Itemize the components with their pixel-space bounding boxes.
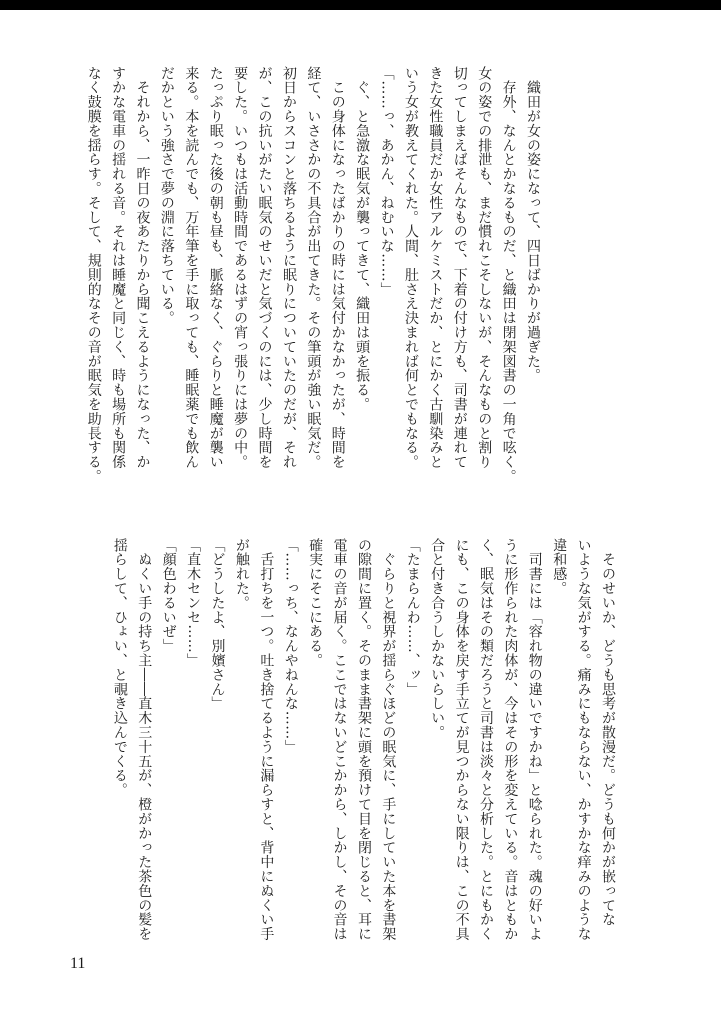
text-line: 「……っ、あかん、ねむいな……」: [378, 66, 395, 297]
upper-text-block: [75, 66, 545, 508]
text-line: 「どうしたよ、別嬪さん」: [209, 538, 226, 711]
text-line: 「……っち、なんやねんな……」: [282, 538, 299, 754]
text-line: 司書には「容れ物の違いですかね」と唸られた。魂の好いよ: [526, 538, 543, 942]
text-line: が、この抗いがたい眠気のせいだと気づくのには、少し時間を: [256, 66, 273, 470]
text-line: いような気がする。痛みにもならない、かすかな痒みのような: [575, 538, 592, 942]
text-line: 織田が女の姿になって、四日ばかりが過ぎた。: [525, 66, 541, 383]
text-line: 合と付き合うしかないらしい。: [429, 538, 446, 740]
text-line: 切ってしまえばそんなもので、下着の付け方も、司書が連れて: [451, 66, 468, 470]
text-line: だかという強さで夢の淵に落ちている。: [158, 66, 175, 326]
lower-text-block: [75, 538, 620, 980]
text-line: 要した。いつもは活動時間であるはずの宵っ張りには夢の中。: [232, 66, 249, 470]
text-line: 存外、なんとかなるものだ、と織田は閉架図書の一角で呟く。: [500, 66, 517, 484]
text-line: の隙間に置く。そのまま書架に頭を預けて目を閉じると、耳に: [355, 538, 372, 942]
text-line: うに形作られた肉体が、今はその形を変えている。音はともか: [502, 538, 519, 942]
text-line: 初日からスコンと落ちるように眠りについていたのだが、それ: [280, 66, 297, 470]
text-line: ぬくい手の持ち主――直木三十五が、橙がかった茶色の髪を: [136, 538, 153, 942]
text-line: 「顔色わるいぜ」: [160, 538, 177, 654]
text-line: ぐ、と急激な眠気が襲ってきて、織田は頭を振る。: [354, 66, 371, 412]
text-line: 来る。本を読んでも、万年筆を手に取っても、睡眠薬でも飲ん: [183, 66, 200, 470]
text-line: 舌打ちを一つ。吐き捨てるように漏らすと、背中にぬくい手: [258, 538, 275, 942]
text-line: きた女性職員だか女性アルケミストだか、とにかく古馴染みと: [427, 66, 444, 470]
text-line: いう女が教えてくれた。人間、肚さえ決まれば何とでもなる。: [402, 66, 419, 470]
text-line: にも、この身体を戻す手立てが見つからない限りは、この不具: [453, 538, 470, 942]
text-line: 女の姿での排泄も、まだ慣れこそしないが、そんなものと割り: [476, 66, 493, 470]
text-line: が触れた。: [233, 538, 250, 610]
text-line: ぐらりと視界が揺らぐほどの眠気に、手にしていた本を書架: [380, 538, 397, 942]
text-line: たっぷり眠った後の朝も昼も、脈絡なく、ぐらりと睡魔が襲い: [207, 66, 224, 470]
page-number: 11: [70, 955, 86, 972]
text-line: 経て、いささかの不具合が出てきた。その筆頭が強い眠気だ。: [305, 66, 322, 470]
text-line: 「たまらんわ……、ッ」: [404, 538, 421, 697]
text-line: それから、一昨日の夜あたりから聞こえるようになった、か: [134, 66, 151, 470]
text-line: 違和感。: [551, 538, 568, 596]
text-line: この身体になったばかりの時には気付かなかったが、時間を: [329, 66, 346, 470]
text-line: く、眠気はその類だろうと司書は淡々と分析した。とにもかく: [477, 538, 494, 942]
text-line: 「直木センセ……」: [185, 538, 202, 668]
text-line: 確実にそこにある。: [307, 538, 324, 668]
text-line: すかな電車の揺れる音。それは睡魔と同じく、時も場所も関係: [110, 66, 127, 470]
text-line: なく鼓膜を揺らす。そして、規則的なその音が眠気を助長する。: [85, 66, 102, 484]
text-line: 電車の音が届く。ここではないどこかから、しかし、その音は: [331, 538, 348, 942]
text-line: 揺らして、ひょい、と覗き込んでくる。: [111, 538, 128, 798]
text-line: そのせいか、どうも思考が散漫だ。どうも何かが嵌ってな: [600, 538, 616, 927]
top-border: [0, 0, 721, 10]
